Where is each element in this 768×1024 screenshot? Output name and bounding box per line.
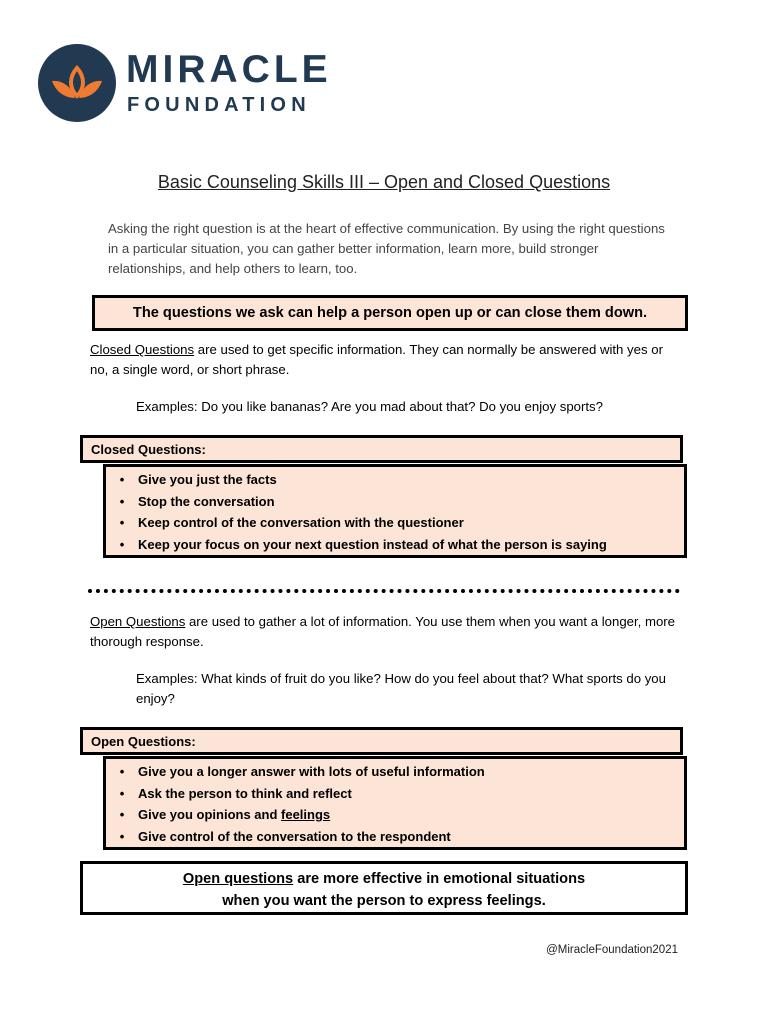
closed-box-title: Closed Questions:: [80, 435, 683, 463]
brand-name: MIRACLE: [126, 48, 332, 91]
list-item: • Keep control of the conversation with the questioner: [119, 515, 464, 530]
closed-examples: Examples: Do you like bananas? Are you mad about that? Do you enjoy sports?: [136, 399, 603, 414]
list-item: • Give control of the conversation to the respondent: [119, 828, 451, 844]
open-definition: [90, 612, 680, 652]
list-item: • Give you a longer answer with lots of useful information: [119, 764, 485, 779]
brand-subtitle: FOUNDATION: [127, 94, 311, 116]
open-examples: Examples: What kinds of fruit do you like? How do you feel about that? What sports do you enjoy?: [136, 671, 666, 706]
lotus-icon: [38, 44, 116, 122]
final-callout: [80, 861, 688, 915]
key-callout: The questions we ask can help a person open up or can close them down.: [92, 295, 688, 331]
final-line1: are more effective in emotional situations: [293, 871, 586, 887]
closed-definition: [90, 340, 680, 380]
list-item: • Ask the person to think and reflect: [119, 785, 352, 801]
closed-term: Closed Questions: [90, 342, 195, 357]
feelings-underlined: feelings: [281, 807, 331, 822]
list-item: • Stop the conversation: [119, 493, 275, 509]
open-box-title: Open Questions:: [80, 727, 683, 755]
open-list: [103, 756, 687, 850]
list-item: • Give you opinions and feelings: [119, 807, 331, 822]
open-term: Open Questions: [90, 614, 186, 629]
list-item: • Give you just the facts: [119, 472, 277, 487]
final-term: Open questions: [182, 871, 294, 887]
open-definition-text: are used to gather a lot of information. You use them when you want a longer, more thorough response.: [90, 614, 676, 649]
footer-handle: @MiracleFoundation2021: [546, 944, 678, 956]
intro-paragraph: Asking the right question is at the heart of effective communication. By using the right questions in a particular situation, you can gather better information, learn more, build stronger relationships, and help others to learn, too.: [108, 221, 665, 276]
closed-definition-text: are used to get specific information. They can normally be answered with yes or no, a single word, or short phrase.: [90, 342, 663, 377]
closed-list: [103, 464, 687, 558]
section-divider: [88, 589, 680, 593]
list-item: • Keep your focus on your next question instead of what the person is saying: [119, 536, 607, 552]
final-line2: when you want the person to express feelings.: [222, 893, 546, 909]
page-title: Basic Counseling Skills III – Open and Closed Questions: [157, 172, 611, 192]
brand-logo: [38, 44, 338, 126]
